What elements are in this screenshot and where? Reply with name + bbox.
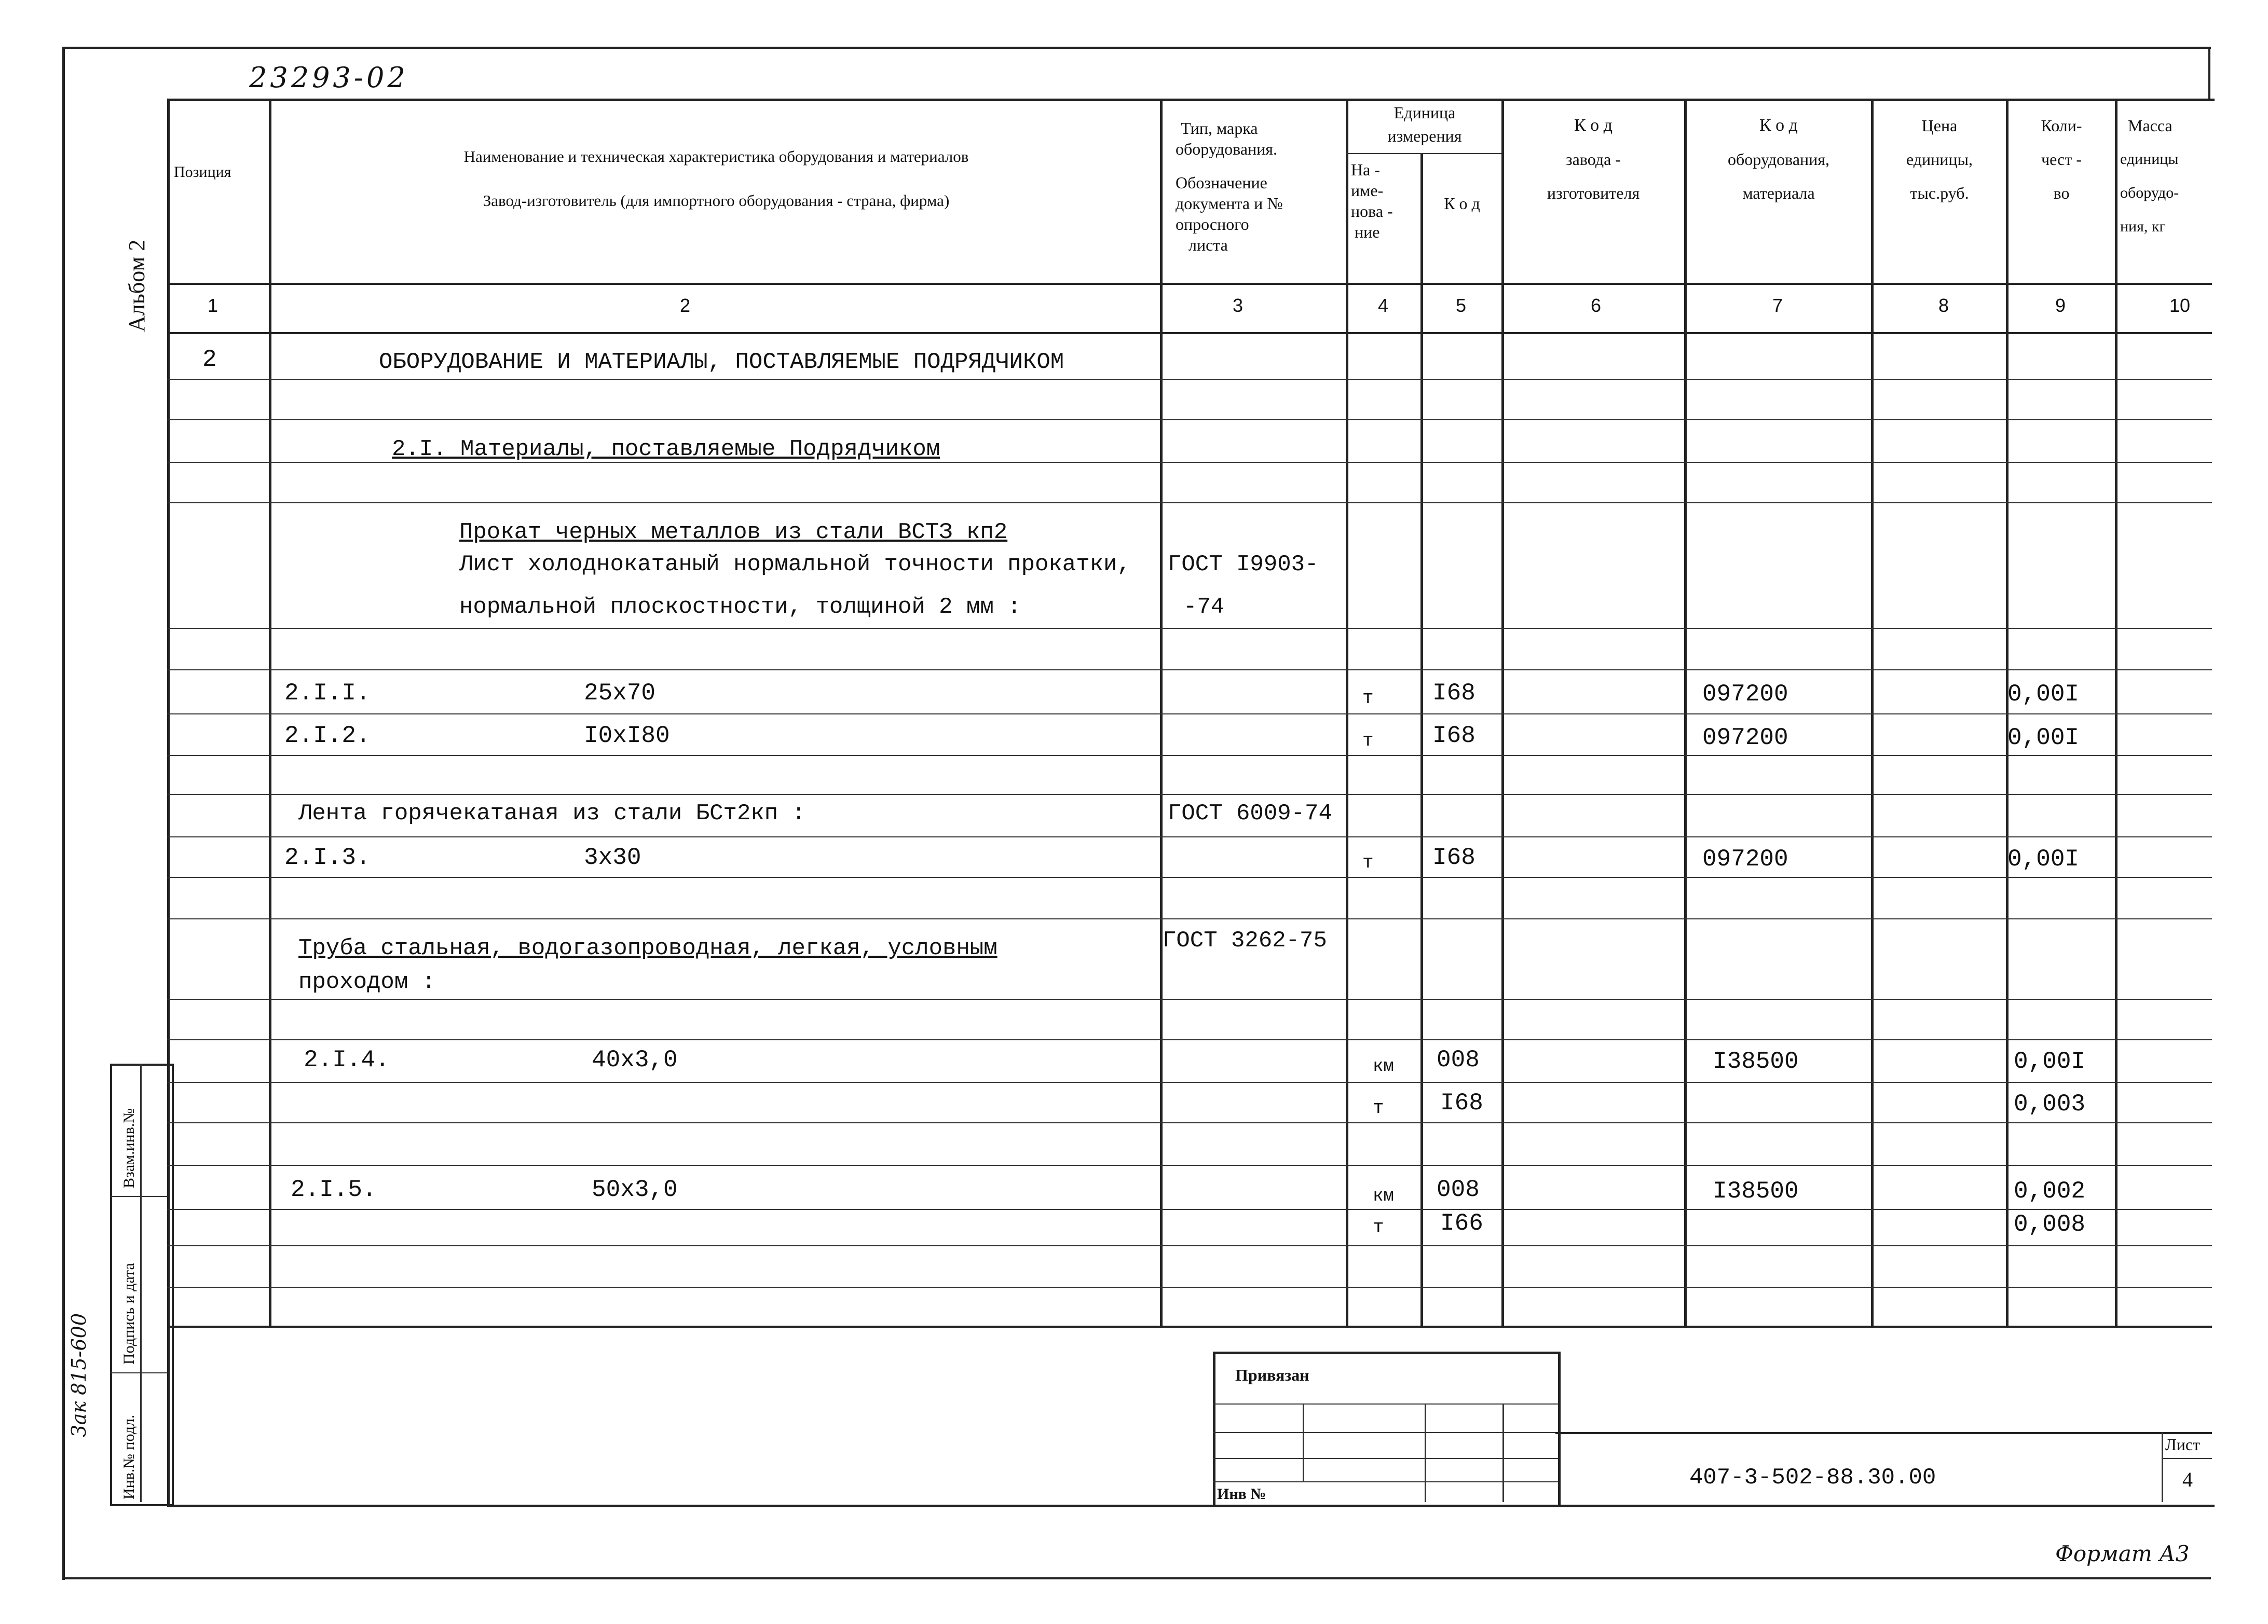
row-215-code-2: I66 xyxy=(1440,1210,1483,1237)
row-line xyxy=(167,628,2212,629)
table-body-bottom xyxy=(167,1326,2212,1328)
row-215-unit-2: т xyxy=(1373,1217,1384,1238)
col-number-2: 2 xyxy=(679,295,691,316)
binding-stamp-h1 xyxy=(1213,1403,1558,1405)
header-matcode-l3: материала xyxy=(1742,184,1815,202)
header-position: Позиция xyxy=(174,163,231,181)
gost-19903-line2: -74 xyxy=(1183,594,1225,620)
sheet-label: Лист xyxy=(2165,1435,2201,1454)
side-stamp-divider xyxy=(140,1064,142,1502)
row-214-position: 2.I.4. xyxy=(304,1047,390,1074)
sheet-number: 4 xyxy=(2182,1468,2193,1491)
row-line xyxy=(167,669,2212,670)
header-price-l1: Цена xyxy=(1921,116,1958,135)
binding-label: Привязан xyxy=(1235,1366,1309,1384)
row-line xyxy=(167,1165,2212,1166)
col-number-10: 10 xyxy=(2169,295,2191,316)
col-number-5: 5 xyxy=(1455,295,1467,316)
binding-stamp-v2 xyxy=(1425,1403,1426,1502)
col-number-8: 8 xyxy=(1938,295,1949,316)
outer-frame-right xyxy=(2208,47,2210,99)
row-212-unit: т xyxy=(1362,730,1374,751)
header-mfr-l2: завода - xyxy=(1566,150,1621,169)
outer-frame-bottom xyxy=(62,1577,2211,1579)
header-unit-code: К о д xyxy=(1444,194,1480,213)
truba-line2: проходом : xyxy=(298,969,436,995)
row-213-unit: т xyxy=(1362,852,1374,873)
row-214-material-code: I38500 xyxy=(1713,1048,1799,1075)
binding-stamp-h2 xyxy=(1213,1432,1558,1433)
row-line xyxy=(167,379,2212,380)
row-line xyxy=(167,419,2212,420)
row-line xyxy=(167,713,2212,714)
row-214-unit-2: т xyxy=(1373,1097,1384,1119)
header-type-l3: Обозначение xyxy=(1176,173,1267,192)
col-line-4 xyxy=(1420,153,1423,1328)
row-211-material-code: 097200 xyxy=(1702,681,1788,708)
row-214-code-2: I68 xyxy=(1440,1090,1483,1117)
header-unit-name-l1: На - xyxy=(1351,160,1380,179)
row-line xyxy=(167,1287,2212,1288)
header-mfr-l1: К о д xyxy=(1574,116,1613,135)
row-line xyxy=(167,1122,2212,1123)
album-label: Альбом 2 xyxy=(124,239,149,332)
row-211-unit: т xyxy=(1362,687,1374,709)
row-213-name: 3x30 xyxy=(584,844,641,871)
row-line xyxy=(167,502,2212,503)
col-number-6: 6 xyxy=(1590,295,1602,316)
header-qty-l3: во xyxy=(2053,184,2070,202)
row-line xyxy=(167,1245,2212,1246)
doc-number-top: 23293-02 xyxy=(249,61,408,94)
header-mass-l3: оборудо- xyxy=(2120,184,2179,201)
outer-frame-left xyxy=(62,47,65,1580)
gost-19903-line1: ГОСТ I9903- xyxy=(1168,552,1319,577)
header-name-line2: Завод-изготовитель (для импортного оборудования - страна, фирма) xyxy=(483,191,950,210)
row-214-name: 40x3,0 xyxy=(592,1047,678,1074)
row-214-qty-2: 0,003 xyxy=(2014,1091,2086,1118)
header-unit-l2: измерения xyxy=(1387,127,1462,145)
row-line xyxy=(167,836,2212,837)
row-line xyxy=(167,1209,2212,1210)
row-215-qty-2: 0,008 xyxy=(2014,1211,2086,1238)
header-unit-l1: Единица xyxy=(1393,103,1456,122)
header-mass-l2: единицы xyxy=(2120,150,2179,168)
title-block-sheet-h xyxy=(2162,1458,2212,1459)
row-212-material-code: 097200 xyxy=(1702,724,1788,751)
row-212-position: 2.I.2. xyxy=(284,722,371,749)
row-215-code-1: 008 xyxy=(1437,1176,1480,1203)
header-qty-l1: Коли- xyxy=(2041,116,2082,135)
side-replace-label: Взам.инв.№ xyxy=(120,1108,138,1188)
row-215-qty-1: 0,002 xyxy=(2014,1178,2086,1205)
header-price-l2: единицы, xyxy=(1906,150,1973,169)
lenta-text: Лента горячекатаная из стали БСт2кп : xyxy=(298,801,805,827)
header-type-l1: Тип, марка xyxy=(1181,119,1258,137)
gost-6009: ГОСТ 6009-74 xyxy=(1168,801,1332,827)
designation: 407-3-502-88.30.00 xyxy=(1689,1465,1936,1491)
col-number-9: 9 xyxy=(2055,295,2066,316)
row-215-material-code: I38500 xyxy=(1713,1178,1799,1205)
row-214-unit-1: км xyxy=(1373,1057,1394,1077)
row-213-code: I68 xyxy=(1432,844,1475,871)
side-sign-label: Подпись и дата xyxy=(120,1263,138,1365)
row-215-name: 50x3,0 xyxy=(592,1176,678,1203)
order-label: Зак 815-600 xyxy=(67,1313,90,1437)
row-215-position: 2.I.5. xyxy=(291,1176,377,1203)
format-label: Формат А3 xyxy=(2055,1541,2190,1566)
header-type-l6: листа xyxy=(1188,236,1228,254)
header-bottom-line xyxy=(167,283,2212,285)
row-215-unit-1: км xyxy=(1373,1187,1394,1206)
side-stamp-block xyxy=(110,1064,174,1506)
header-price-l3: тыс.руб. xyxy=(1910,184,1969,202)
header-unit-name-l3: нова - xyxy=(1351,202,1393,221)
header-mfr-l3: изготовителя xyxy=(1547,184,1640,202)
row-213-position: 2.I.3. xyxy=(284,844,371,871)
colnum-bottom-line xyxy=(167,332,2212,334)
side-inv-orig-label: Инв.№ подл. xyxy=(120,1414,138,1499)
row-line xyxy=(167,877,2212,878)
row-line xyxy=(167,794,2212,795)
row-212-code: I68 xyxy=(1432,722,1475,749)
row-213-qty: 0,00I xyxy=(2007,846,2080,873)
row-line xyxy=(167,1082,2212,1083)
row-214-code-1: 008 xyxy=(1437,1047,1480,1074)
row-212-qty: 0,00I xyxy=(2007,724,2080,751)
binding-stamp-v1 xyxy=(1303,1403,1304,1481)
row-line xyxy=(167,999,2212,1000)
header-unit-name-l2: име- xyxy=(1351,181,1384,200)
row-line xyxy=(167,918,2212,919)
row-line xyxy=(167,755,2212,756)
binding-stamp-h3 xyxy=(1213,1458,1558,1459)
col-number-1: 1 xyxy=(207,295,218,316)
truba-line1: Труба стальная, водогазопроводная, легкая, условным xyxy=(298,935,998,961)
col-number-4: 4 xyxy=(1377,295,1389,316)
header-matcode-l2: оборудования, xyxy=(1728,150,1829,169)
row-211-qty: 0,00I xyxy=(2007,681,2080,708)
header-type-l4: документа и № xyxy=(1176,194,1283,213)
outer-frame-top xyxy=(62,47,2211,49)
header-type-l2: оборудования. xyxy=(1176,140,1277,158)
col-number-3: 3 xyxy=(1232,295,1244,316)
row-211-code: I68 xyxy=(1432,680,1475,707)
binding-stamp-v3 xyxy=(1502,1403,1504,1502)
col-number-7: 7 xyxy=(1772,295,1783,316)
subsection-title: 2.I. Материалы, поставляемые Подрядчиком xyxy=(392,436,940,462)
row-211-position: 2.I.I. xyxy=(284,680,371,707)
unit-group-divider xyxy=(1346,153,1501,154)
row-211-name: 25x70 xyxy=(584,680,656,707)
section-title: ОБОРУДОВАНИЕ И МАТЕРИАЛЫ, ПОСТАВЛЯЕМЫЕ ПОДРЯДЧИКОМ xyxy=(379,349,1064,375)
row-213-material-code: 097200 xyxy=(1702,846,1788,873)
list-line1: Лист холоднокатаный нормальной точности прокатки, xyxy=(459,552,1131,577)
binding-stamp-h4 xyxy=(1213,1481,1558,1482)
section-position: 2 xyxy=(202,346,217,373)
inv-label: Инв № xyxy=(1217,1485,1266,1503)
prokat-text: Прокат черных металлов из стали ВСТЗ кп2 xyxy=(459,519,1008,545)
title-block-top xyxy=(1555,1432,2212,1434)
header-name-line1: Наименование и техническая характеристика оборудования и материалов xyxy=(463,147,969,166)
header-type-l5: опросного xyxy=(1176,215,1249,233)
title-block-sheet-divider xyxy=(2162,1432,2163,1502)
side-stamp-h1 xyxy=(110,1196,170,1197)
header-mass-l1: Масса xyxy=(2128,116,2173,135)
row-214-qty-1: 0,00I xyxy=(2014,1048,2086,1075)
header-mass-l4: ния, кг xyxy=(2120,218,2166,235)
gost-3262: ГОСТ 3262-75 xyxy=(1163,928,1327,954)
header-unit-name-l4: ние xyxy=(1355,223,1380,241)
side-stamp-h2 xyxy=(110,1372,170,1373)
header-matcode-l1: К о д xyxy=(1759,116,1798,135)
row-line xyxy=(167,1039,2212,1040)
header-qty-l2: чест - xyxy=(2041,150,2082,169)
list-line2: нормальной плоскостности, толщиной 2 мм : xyxy=(459,594,1021,620)
row-212-name: I0xI80 xyxy=(584,722,670,749)
